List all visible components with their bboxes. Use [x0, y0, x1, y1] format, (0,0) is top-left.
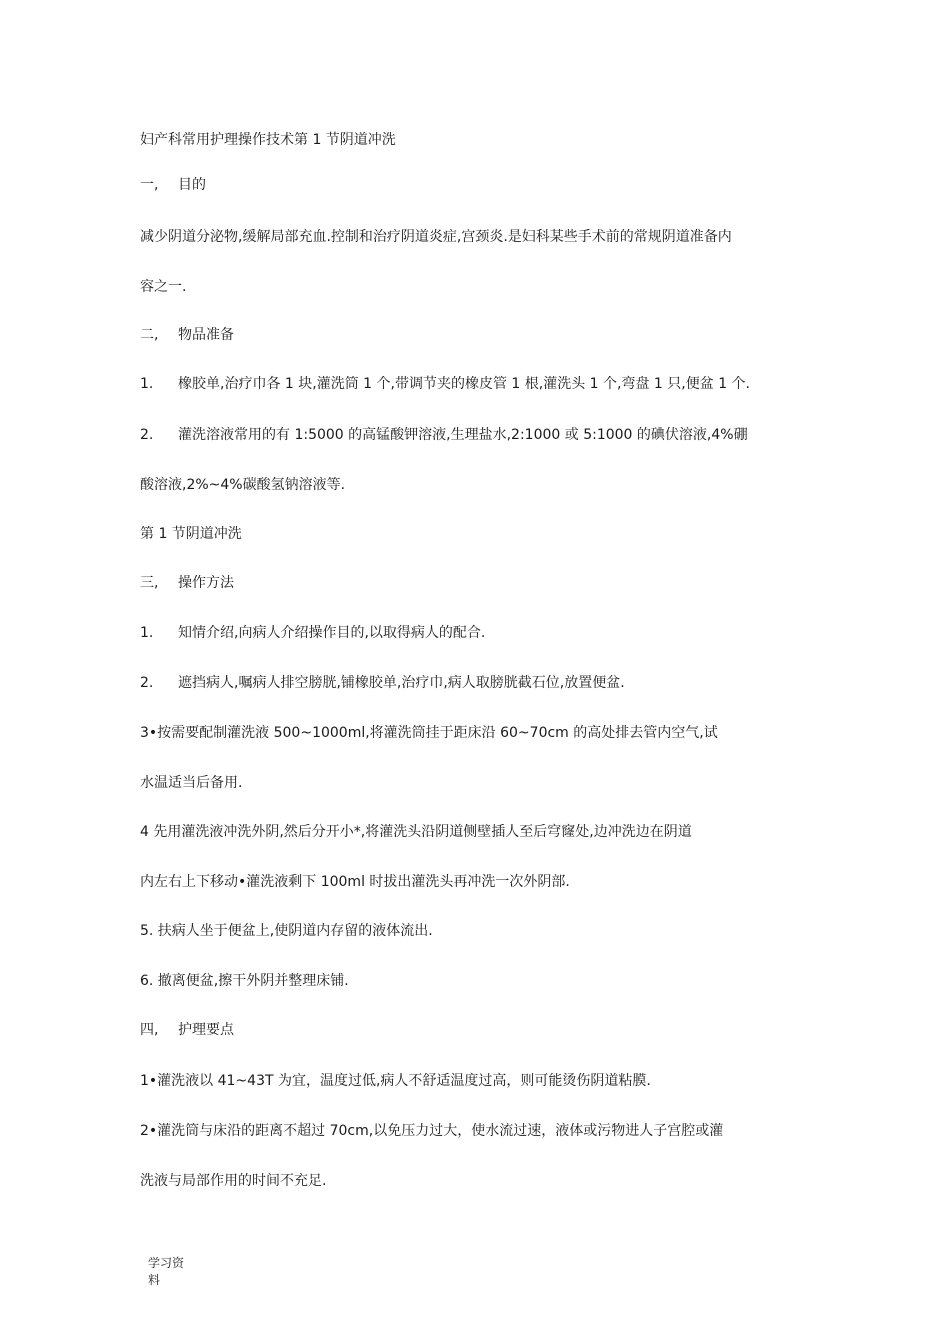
section-title: 物品准备 [178, 327, 234, 343]
document-title: 妇产科常用护理操作技术第 1 节阴道冲洗 [140, 132, 396, 148]
paragraph-line: 4 先用灌洗液冲洗外阴,然后分开小*,将灌洗头沿阴道侧壁插人至后穹窿处,边冲洗边在阴道 [140, 824, 692, 840]
section-number: 四, [140, 1022, 159, 1038]
paragraph-line: 水温适当后备用. [140, 775, 243, 791]
paragraph-line: 酸溶液,2%~4%碳酸氢钠溶液等. [140, 477, 346, 493]
section-title: 目的 [178, 177, 206, 193]
section-heading-preparation [140, 325, 820, 345]
list-number: 1. [140, 625, 154, 641]
section-title: 护理要点 [178, 1022, 234, 1038]
list-item [140, 673, 820, 693]
paragraph-line: 减少阴道分泌物,缓解局部充血.控制和治疗阴道炎症,宫颈炎.是妇科某些手术前的常规阴道准备内 [140, 229, 732, 245]
list-number: 1. [140, 376, 154, 392]
list-item [140, 374, 820, 394]
section-number: 二, [140, 327, 159, 343]
section-number: 一, [140, 177, 159, 193]
paragraph-line: 2•灌洗筒与床沿的距离不超过 70cm,以免压力过大，使水流过速，液体或污物进人子宫腔或灌 [140, 1123, 724, 1139]
list-text: 遮挡病人,嘱病人排空膀胱,铺橡胶单,治疗巾,病人取膀胱截石位,放置便盆. [178, 675, 625, 691]
list-number: 2. [140, 427, 154, 443]
list-text: 灌洗溶液常用的有 1:5000 的高锰酸钾溶液,生理盐水,2:1000 或 5:1000 的碘伏溶液,4%硼 [178, 427, 748, 443]
footer-line: 料 [148, 1273, 161, 1287]
footer-line: 学习资 [148, 1256, 185, 1270]
section-number: 三, [140, 575, 159, 591]
section-heading-method [140, 573, 820, 593]
list-text: 橡胶单,治疗巾各 1 块,灌洗筒 1 个,带调节夹的橡皮管 1 根,灌洗头 1 个,弯盘 1 只,便盆 1 个. [178, 376, 750, 392]
paragraph-line: 3•按需要配制灌洗液 500~1000ml,将灌洗筒挂于距床沿 60~70cm 的高处排去管内空气,试 [140, 725, 718, 741]
list-text: 知情介绍,向病人介绍操作目的,以取得病人的配合. [178, 625, 486, 641]
paragraph-line: 洗液与局部作用的时间不充足. [140, 1173, 327, 1189]
paragraph-line: 1•灌洗液以 41~43T 为宜，温度过低,病人不舒适温度过高，则可能烫伤阴道粘膜. [140, 1073, 651, 1089]
list-item [140, 425, 820, 445]
section-heading-key-points [140, 1020, 820, 1040]
list-item: 6. 撤离便盆,擦干外阴并整理床铺. [140, 973, 349, 989]
paragraph-line: 内左右上下移动•灌洗液剩下 100ml 时拔出灌洗头再冲洗一次外阴部. [140, 874, 570, 890]
list-item [140, 623, 820, 643]
section-heading-purpose [140, 175, 820, 195]
list-item: 5. 扶病人坐于便盆上,使阴道内存留的液体流出. [140, 923, 433, 939]
section-title: 操作方法 [178, 575, 234, 591]
paragraph-line: 容之一. [140, 279, 187, 295]
list-number: 2. [140, 675, 154, 691]
repeated-title: 第 1 节阴道冲洗 [140, 526, 242, 542]
